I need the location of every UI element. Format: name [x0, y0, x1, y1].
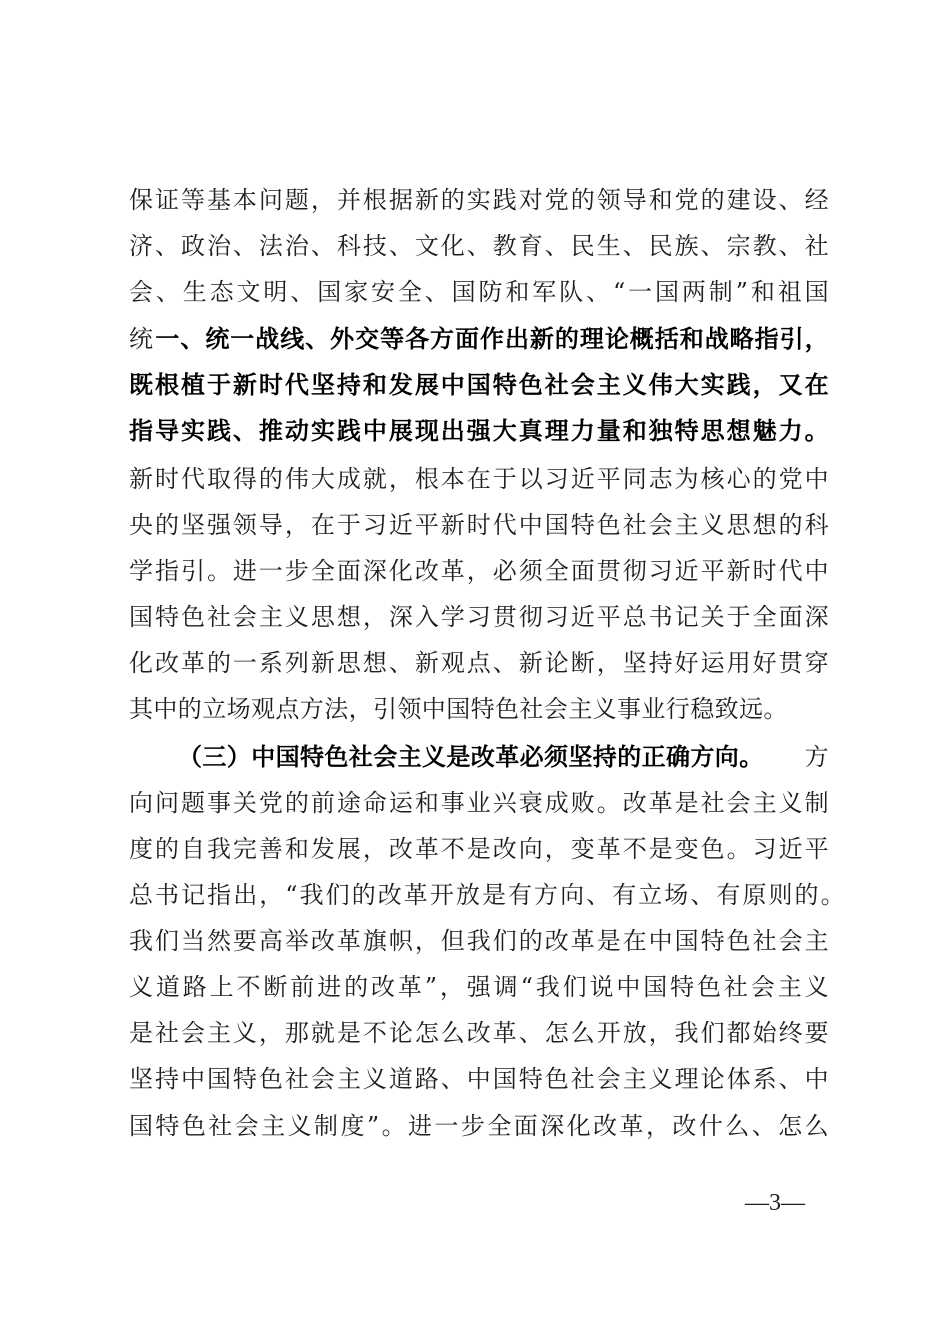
body-text-fragment: 统 [129, 325, 154, 353]
body-text-line: 其中的立场观点方法，引领中国特色社会主义事业行稳致远。 [129, 695, 788, 723]
body-text-line: 坚持中国特色社会主义道路、中国特色社会主义理论体系、中 [129, 1065, 829, 1093]
body-text-line: 学指引。进一步全面深化改革，必须全面贯彻习近平新时代中 [129, 557, 829, 585]
page-number: —3— [745, 1190, 805, 1216]
section-heading: （三）中国特色社会主义是改革必须坚持的正确方向。 [178, 742, 764, 771]
body-text-line: 我们当然要高举改革旗帜，但我们的改革是在中国特色社会主 [129, 927, 829, 955]
body-text-line: 国特色社会主义制度”。进一步全面深化改革，改什么、怎么 [129, 1112, 829, 1140]
bold-text-line: 既根植于新时代坚持和发展中国特色社会主义伟大实践，又在 [129, 371, 829, 399]
body-text-line: 总书记指出，“我们的改革开放是有方向、有立场、有原则的。 [129, 881, 845, 909]
body-text-line: 国特色社会主义思想，深入学习贯彻习近平总书记关于全面深 [129, 603, 829, 631]
bold-text-fragment: 一、统一战线、外交等各方面作出新的理论概括和战略指引， [155, 325, 829, 353]
mixed-line [129, 316, 829, 362]
body-text-line: 新时代取得的伟大成就，根本在于以习近平同志为核心的党中 [129, 465, 829, 493]
body-text-line: 化改革的一系列新思想、新观点、新论断，坚持好运用好贯穿 [129, 649, 829, 677]
body-text-line: 向问题事关党的前途命运和事业兴衰成败。改革是社会主义制 [129, 789, 829, 817]
body-text-line: 会、生态文明、国家安全、国防和军队、“一国两制”和祖国 [129, 278, 829, 306]
bold-text-line: 指导实践、推动实践中展现出强大真理力量和独特思想魅力。 [129, 417, 829, 445]
body-text-line: 央的坚强领导，在于习近平新时代中国特色社会主义思想的科 [129, 511, 829, 539]
body-text-line: 济、政治、法治、科技、文化、教育、民生、民族、宗教、社 [129, 232, 829, 260]
body-text-line: 义道路上不断前进的改革”，强调“我们说中国特色社会主义 [129, 973, 829, 1001]
body-text-fragment: 方 [804, 743, 829, 771]
body-text-line: 是社会主义，那就是不论怎么改革、怎么开放，我们都始终要 [129, 1019, 829, 1047]
section-heading-line [178, 734, 829, 780]
body-text-line: 度的自我完善和发展，改革不是改向，变革不是变色。习近平 [129, 835, 829, 863]
body-text-line: 保证等基本问题，并根据新的实践对党的领导和党的建设、经 [129, 186, 829, 214]
